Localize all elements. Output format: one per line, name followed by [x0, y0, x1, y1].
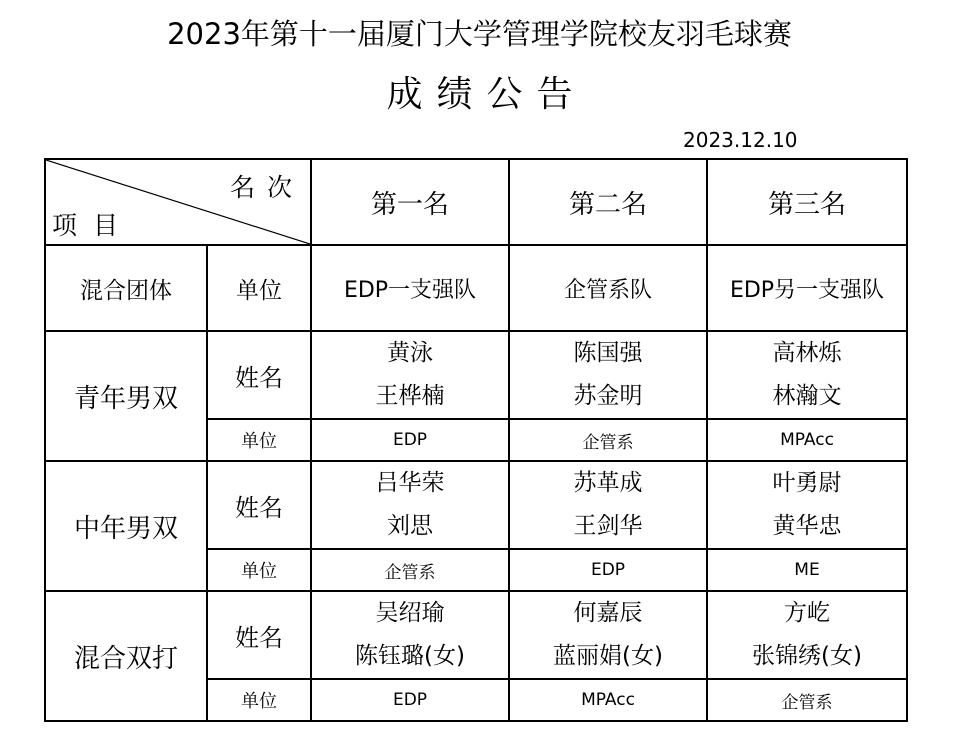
place-header-third: 第三名 — [707, 159, 907, 245]
players-first-place — [311, 331, 509, 419]
header-row — [45, 159, 907, 245]
team-third-place: EDP另一支强队 — [707, 245, 907, 331]
name-label: 姓名 — [207, 591, 311, 679]
unit-label: 单位 — [207, 549, 311, 591]
players-first-place — [311, 461, 509, 549]
player-name: 吕华荣 — [375, 470, 445, 496]
player-name: 黄华忠 — [772, 513, 842, 539]
place-header-second: 第二名 — [509, 159, 707, 245]
players-second-place — [509, 461, 707, 549]
unit-first-place: 企管系 — [311, 549, 509, 591]
page-title: 2023年第十一届厦门大学管理学院校友羽毛球赛 — [167, 17, 792, 51]
event-header-label: 项目 — [52, 211, 135, 240]
unit-second-place: 企管系 — [509, 419, 707, 461]
players-third-place — [707, 591, 907, 679]
unit-label: 单位 — [207, 679, 311, 721]
player-name: 黄泳 — [387, 340, 433, 366]
category-names-row — [45, 331, 907, 419]
category-youth-mens-doubles: 青年男双 — [45, 331, 207, 461]
team-first-place: EDP一支强队 — [311, 245, 509, 331]
team-second-place: 企管系队 — [509, 245, 707, 331]
diagonal-header-cell — [45, 159, 311, 245]
player-name: 王剑华 — [573, 513, 643, 539]
unit-first-place: EDP — [311, 679, 509, 721]
announcement-date: 2023.12.10 — [683, 128, 798, 152]
player-name: 张锦绣(女) — [752, 643, 862, 669]
team-row — [45, 245, 907, 331]
player-name: 苏革成 — [573, 470, 643, 496]
team-unit-label: 单位 — [207, 245, 311, 331]
players-second-place — [509, 331, 707, 419]
player-name: 何嘉辰 — [573, 600, 643, 626]
player-name: 王桦楠 — [375, 383, 445, 409]
players-third-place — [707, 331, 907, 419]
player-name: 林瀚文 — [772, 383, 842, 409]
place-header-first: 第一名 — [311, 159, 509, 245]
category-names-row — [45, 461, 907, 549]
category-middle-aged-mens-doubles: 中年男双 — [45, 461, 207, 591]
players-first-place — [311, 591, 509, 679]
players-second-place — [509, 591, 707, 679]
unit-first-place: EDP — [311, 419, 509, 461]
player-name: 刘思 — [387, 513, 433, 539]
rank-header-label: 名次 — [229, 173, 304, 202]
players-third-place — [707, 461, 907, 549]
unit-label: 单位 — [207, 419, 311, 461]
player-name: 苏金明 — [573, 383, 643, 409]
player-name: 高林烁 — [772, 340, 842, 366]
category-names-row — [45, 591, 907, 679]
player-name: 吴绍瑜 — [375, 600, 445, 626]
unit-second-place: EDP — [509, 549, 707, 591]
player-name: 陈钰璐(女) — [355, 643, 465, 669]
results-table — [44, 158, 908, 722]
name-label: 姓名 — [207, 461, 311, 549]
player-name: 叶勇尉 — [772, 470, 842, 496]
player-name: 陈国强 — [573, 340, 643, 366]
unit-third-place: 企管系 — [707, 679, 907, 721]
unit-third-place: ME — [707, 549, 907, 591]
page-subtitle: 成绩公告 — [386, 74, 587, 115]
unit-second-place: MPAcc — [509, 679, 707, 721]
category-mixed-doubles: 混合双打 — [45, 591, 207, 721]
unit-third-place: MPAcc — [707, 419, 907, 461]
name-label: 姓名 — [207, 331, 311, 419]
player-name: 方屹 — [784, 600, 830, 626]
player-name: 蓝丽娟(女) — [553, 643, 663, 669]
category-mixed-team: 混合团体 — [45, 245, 207, 331]
